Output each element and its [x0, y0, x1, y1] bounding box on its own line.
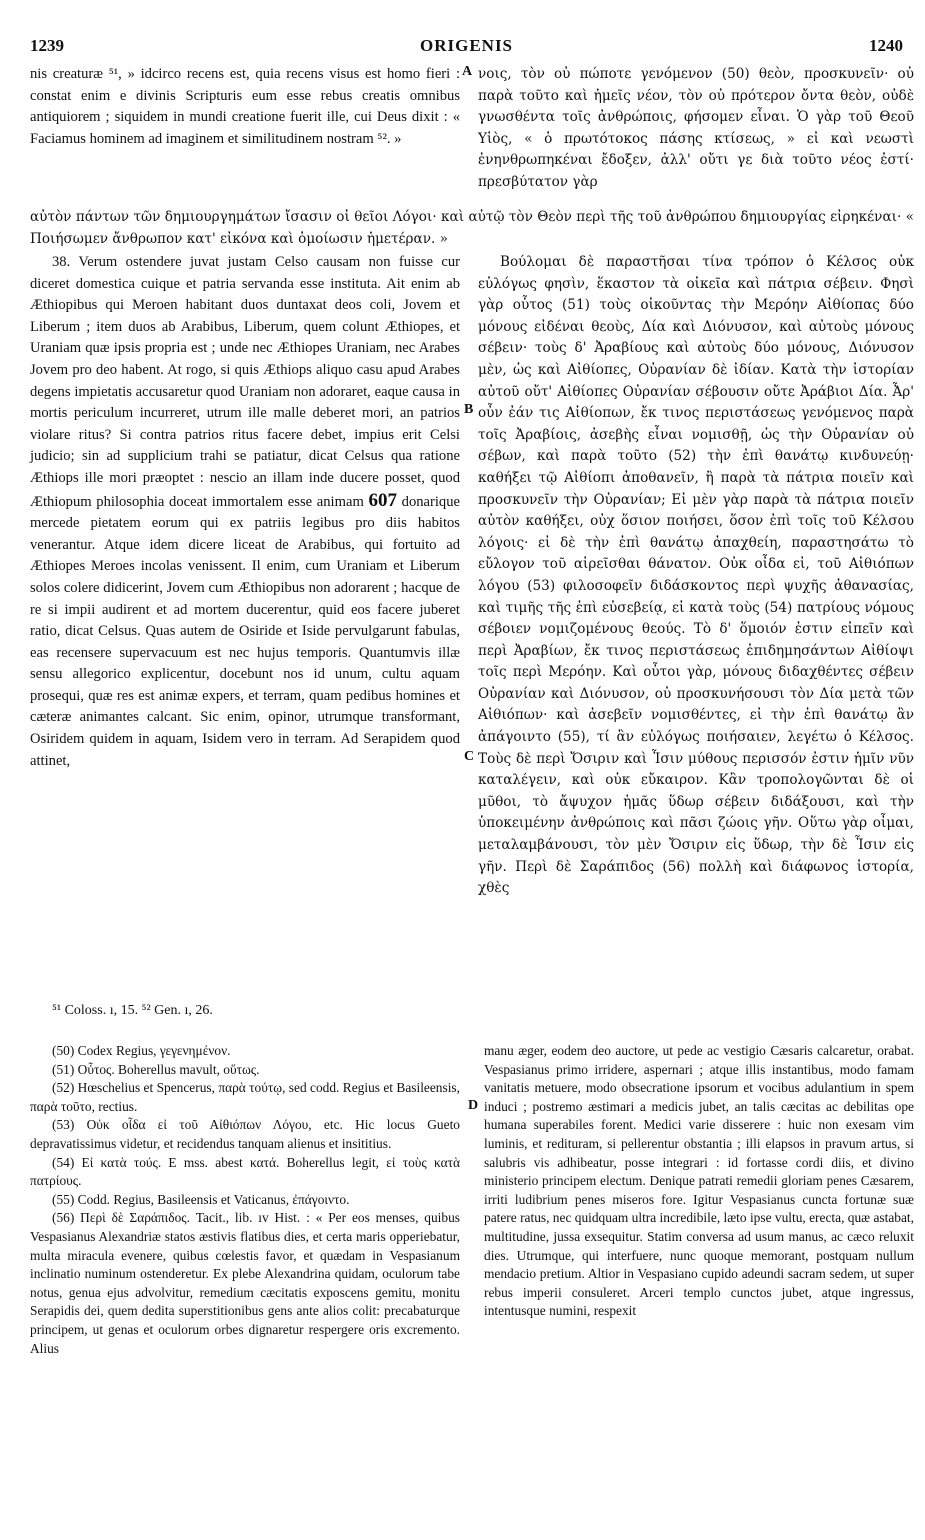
- variant-notes: [30, 1042, 460, 1358]
- variant-note: (51) Οὗτος. Boherellus mavult, οὕτως.: [52, 1061, 260, 1077]
- latin-paragraph: nis creaturæ ⁵¹, » idcirco recens est, quia recens visus est homo fieri : constat enim e divinis Scripturis eum esse rebus creatis omnibus antiquiorem ; siquidem in mundi creatione fuerit ille, cui Deus dixit : « Faciamus hominem ad imaginem et similitudinem nostram ⁵². »: [30, 66, 460, 147]
- running-header: [30, 36, 903, 58]
- scripture-references: [30, 1000, 460, 1022]
- margin-letter-d: D: [468, 1098, 479, 1113]
- latin-text: 38. Verum ostendere juvat justam Celso causam non fuisse cur diceret domestica cuique et patria servanda esse instituta. Ait enim ab Æthiopibus qui Meroen habitant duos duntaxat deos coli, Jovem et Liberum ; item duos ab Arabibus, Liberum, quem colunt Æthiopes, et Uraniam quæ ipsis propria est ; unde nec Æthiopes Uraniam, nec Arabes Jovem pro deo habent. At rogo, si quis Æthiops aliquo casu apud Arabes degens impietatis accusaretur quod Uraniam non adoraret, eaque causa in mortis periculum incurreret, utrum ille malle deberet mori, an patrios violare ritus? Si contra patrios ritus facere debet, impius erit Celsi judicio; sin ad supplicium trahi se patiatur, dicat Celsus qua ratione Æthiops ille mori præoptet : nescio an illam inde ducere posset, quod Æthiopum philosophia doceat immortalem esse animam: [30, 254, 460, 510]
- left-page-number: 1239: [30, 36, 64, 55]
- variant-note: (56) Περὶ δὲ Σαράπιδος. Tacit., lib. ıv Hist. : « Per eos menses, quibus Vespasianus Alexandriæ statos æstivis flatibus dies, et certa maris opperiebatur, multa miracula evenere, quibus cœlestis favor, et quædam in Vespasianum inclinatio numinum ostenderetur. Ex plebe Alexandrina quidam, oculorum tabe notus, genua ejus advolvitur, remedium cæcitatis exposcens gemitu, monitu Serapidis dei, quem dedita superstitionibus gens ante alios colit: precabaturque principem, ut genas et oculorum orbes dignaretur respergere oris excremento. Alius: [30, 1210, 460, 1356]
- margin-letter-b: B: [464, 402, 474, 417]
- right-page-number: 1240: [869, 36, 903, 55]
- variant-note: (52) Hœschelius et Spencerus, παρὰ τούτῳ, sed codd. Regius et Basileensis, παρὰ τοῦτο, rectius.: [30, 1080, 460, 1114]
- margin-letter-c: C: [464, 749, 475, 764]
- greek-paragraph: αὐτὸν πάντων τῶν δημιουργημάτων ἴσασιν οἱ θεῖοι Λόγοι· καὶ αὐτῷ τὸν Θεὸν περὶ τῆς τοῦ ἀνθρώπου δημιουργίας εἰρηκέναι· « Ποιήσωμεν ἄνθρωπον κατ' εἰκόνα καὶ ὁμοίωσιν ἡμετέραν. »: [30, 209, 914, 247]
- latin-text: donarique mercede pietatem eorum qui ex patriis legibus pro diis habitos venerantur. Atque idem dicere liceat de Arabibus, qui fortuito ad Æthiopes Meroes incolas venissent. Il enim, cum Uraniam et Liberum solos colere didicerint, Jovem cum Æthiopibus non adorarent ; hacque de re si impii audirent et ad mortem ducerentur, quid eos facere juberet ratio, dicat Celsus. Quas autem de Osiride et Iside pervulgarunt fabulas, eas recensere supervacuum est nec hujus temporis. Quantumvis illæ sensu allegorico explicentur, docebunt nos id unum, cultu aquam prosequi, quæ res est animæ expers, et terram, quam pedibus homines et cæteræ animantes calcant. Sic enim, opinor, utrumque transformant, Osiridem quidem in aquam, Isidem vero in terram. Ad Serapidem quod attinet,: [30, 493, 460, 769]
- variant-note: (50) Codex Regius, γεγενημένον.: [52, 1043, 231, 1058]
- variant-note: (55) Codd. Regius, Basileensis et Vaticanus, ἐπάγοιντο.: [52, 1191, 350, 1207]
- greek-spanning-text: [30, 207, 914, 250]
- latin-paragraph: manu æger, eodem deo auctore, ut pede ac vestigio Cæsaris calcaretur, orabat. Vespasianus primo irridere, aspernari ; atque illis instantibus, modo famam vanitatis metuere, modo obsecratione ipsorum et vocibus adulantium in spem induci ; postremo æstimari a medicis jubet, an talis cæcitas ac debilitas ope humana superabiles forent. Medici varie disserere : huic non exesam vim luminis, et redituram, si pellerentur obstantia ; illi elapsos in pravum artus, si salubris vis adhibeatur, posse integrari : id fortasse cordi diis, et divino ministerio principem electum. Denique patrati remedii gloriam penes Cæsarem, irriti ludibrium penes miseros fore. Igitur Vespasianus cuncta fortunæ suæ patere ratus, nec quidquam ultra incredibile, læto ipse vultu, erecta, quæ astabat, multitudine, jussa exsequitur. Statim conversa ad usum manus, ac cæco reluxit dies. Utrumque, qui interfuere, nunc quoque memorant, postquam nullum mendacio pretium. Altior in Vespasiano cupido adeundi sacram sedem, ut super rebus imperii consuleret. Arceri templo cunctos jubet, atque ingressus, intentusque numini, respexit: [484, 1043, 914, 1319]
- latin-column-main: [30, 252, 460, 772]
- footnote-refs: ⁵¹ Coloss. ı, 15. ⁵² Gen. ı, 26.: [52, 1003, 213, 1018]
- greek-paragraph: Βούλομαι δὲ παραστῆσαι τίνα τρόπον ὁ Κέλσος οὐκ εὐλόγως φησὶν, ἕκαστον τὰ οἰκεῖα καὶ πάτρια σέβειν. Φησὶ γὰρ οὗτος (51) τοὺς οἰκοῦντας τὴν Μερόην Αἰθίοπας δύο μόνους εἰδέναι θεοὺς, Δία καὶ Διόνυσον, καὶ αὐτοὺς μόνους σέβειν· τοὺς δ' Ἀραβίους καὶ αὐτοὺς δύο μόνους, Διόνυσον μὲν, ὡς καὶ Αἰθίοπες, Οὐρανίαν δὲ ἰδίαν. Κατὰ τὴν ἱστορίαν αὐτοῦ οὔτ' Αἰθίοπες Οὐρανίαν σέβουσιν οὔτε Ἀράβιοι Δία. Ἆρ' οὖν ἐάν τις Αἰθίοπων, ἔκ τινος περιστάσεως γενόμενος παρὰ τοῖς Ἀραβίοις, ἀσεβὴς εἶναι νομισθῇ, ὡς τὴν Οὐρανίαν οὐ σέβων, καὶ παρὰ τοῦτο (52) τὴν ἐπὶ θανάτῳ κινδυνεύῃ· καθήξει τῷ Αἰθίοπι ἀποθανεῖν, ἢ παρὰ τὰ πάτρια ποιεῖν καὶ προσκυνεῖν τὴν Οὐρανίαν; Εἰ μὲν γὰρ παρὰ τὰ πάτρια ποιεῖν αὐτὸν καθήξει, οὐχ ὅσιον ποιήσει, ὅσον ἐπὶ τοῖς τοῦ Κέλσου λόγοις· εἰ δὲ τὴν ἐπὶ θανάτῳ ἀπαχθείη, παραστησάτω τὸ εὔλογον τοῦ αἱρεῖσθαι θάνατον. Οὐκ οἶδα εἰ, τοῦ Αἰθιόπων λόγου (53) φιλοσοφεῖν διδάσκοντος περὶ ψυχῆς ἀθανασίας, καὶ τιμῆς τῆς ἐπὶ εὐσεβείᾳ, εἰ κατὰ τοὺς (54) πατρίους νόμους σέβοιεν νομιζομένους θεούς. Τὸ δ' ὅμοιόν ἐστιν εἰπεῖν καὶ περὶ Ἀραβίων, ἔκ τινος περιστάσεως ἐπιδημησάντων Αἰθίοψι τοῖς περὶ Μερόην. Καὶ οὗτοι γὰρ, μόνους διδαχθέντες σέβειν Οὐρανίαν καὶ Διόνυσον, οὐ προσκυνήσουσι τὸν Δία μετὰ τῶν Αἰθιόπων· καὶ ἀσεβεῖν νομισθέντες, εἰ τὴν ἐπὶ θανάτῳ ἂν ἀπάγοιντο (55), τί ἂν εὐλόγως ποιήσαιεν, λεγέτω ὁ Κέλσος. Τοὺς δὲ περὶ Ὄσιριν καὶ Ἶσιν μύθους περισσόν ἐστιν ἡμῖν νῦν καταλέγειν, καὶ οὐκ εὔκαιρον. Κἂν τροπολογῶνται δὲ οἱ μῦθοι, τὸ ἄψυχον ἡμᾶς ὕδωρ σέβειν διδάξουσι, καὶ τὴν ὑποκειμένην ἀνθρώποις καὶ πᾶσι ζώοις γῆν. Οὕτω γὰρ οἶμαι, μεταλαμβάνουσι, τὸν μὲν Ὄσιριν εἰς ὕδωρ, τὴν δὲ Ἶσιν εἰς γῆν. Περὶ δὲ Σαράπιδος (56) πολλὴ καὶ διάφωνος ἱστορία, χθὲς: [478, 254, 914, 897]
- greek-column-top: [478, 64, 914, 194]
- latin-paragraph: [30, 252, 460, 772]
- running-title: ORIGENIS: [419, 36, 514, 55]
- latin-column-top: [30, 64, 460, 150]
- margin-letter-a: A: [462, 64, 473, 79]
- latin-column-bottom: [484, 1042, 914, 1321]
- variant-note: (54) Εἰ κατὰ τούς. E mss. abest κατά. Boherellus legit, εἰ τοὺς κατὰ πατρίους.: [30, 1154, 460, 1189]
- greek-paragraph: νοις, τὸν οὐ πώποτε γενόμενον (50) θεὸν, προσκυνεῖν· οὐ παρὰ τοῦτο καὶ ἡμεῖς νέον, τὸν οὐ πρότερον ὄντα θεὸν, οὐδὲ γνωσθέντα τοῖς ἀνθρώποις, φήσομεν εἶναι. Ὁ γὰρ τοῦ Θεοῦ Υἱὸς, « ὁ πρωτότοκος πάσης κτίσεως, » εἰ καὶ νεωστὶ ἐνηνθρωπηκέναι ἔδοξεν, ἀλλ' οὔτι γε διὰ τοῦτο νέος ἐστί· πρεσβύτατον γὰρ: [478, 66, 914, 190]
- greek-column-main: [478, 252, 914, 900]
- page-mark: 607: [368, 489, 397, 511]
- variant-note: (53) Οὐκ οἶδα εἰ τοῦ Αἰθιόπων Λόγου, etc. Hic locus Gueto depravatissimus videtur, et recidendus tanquam alienus et insititius.: [30, 1117, 460, 1151]
